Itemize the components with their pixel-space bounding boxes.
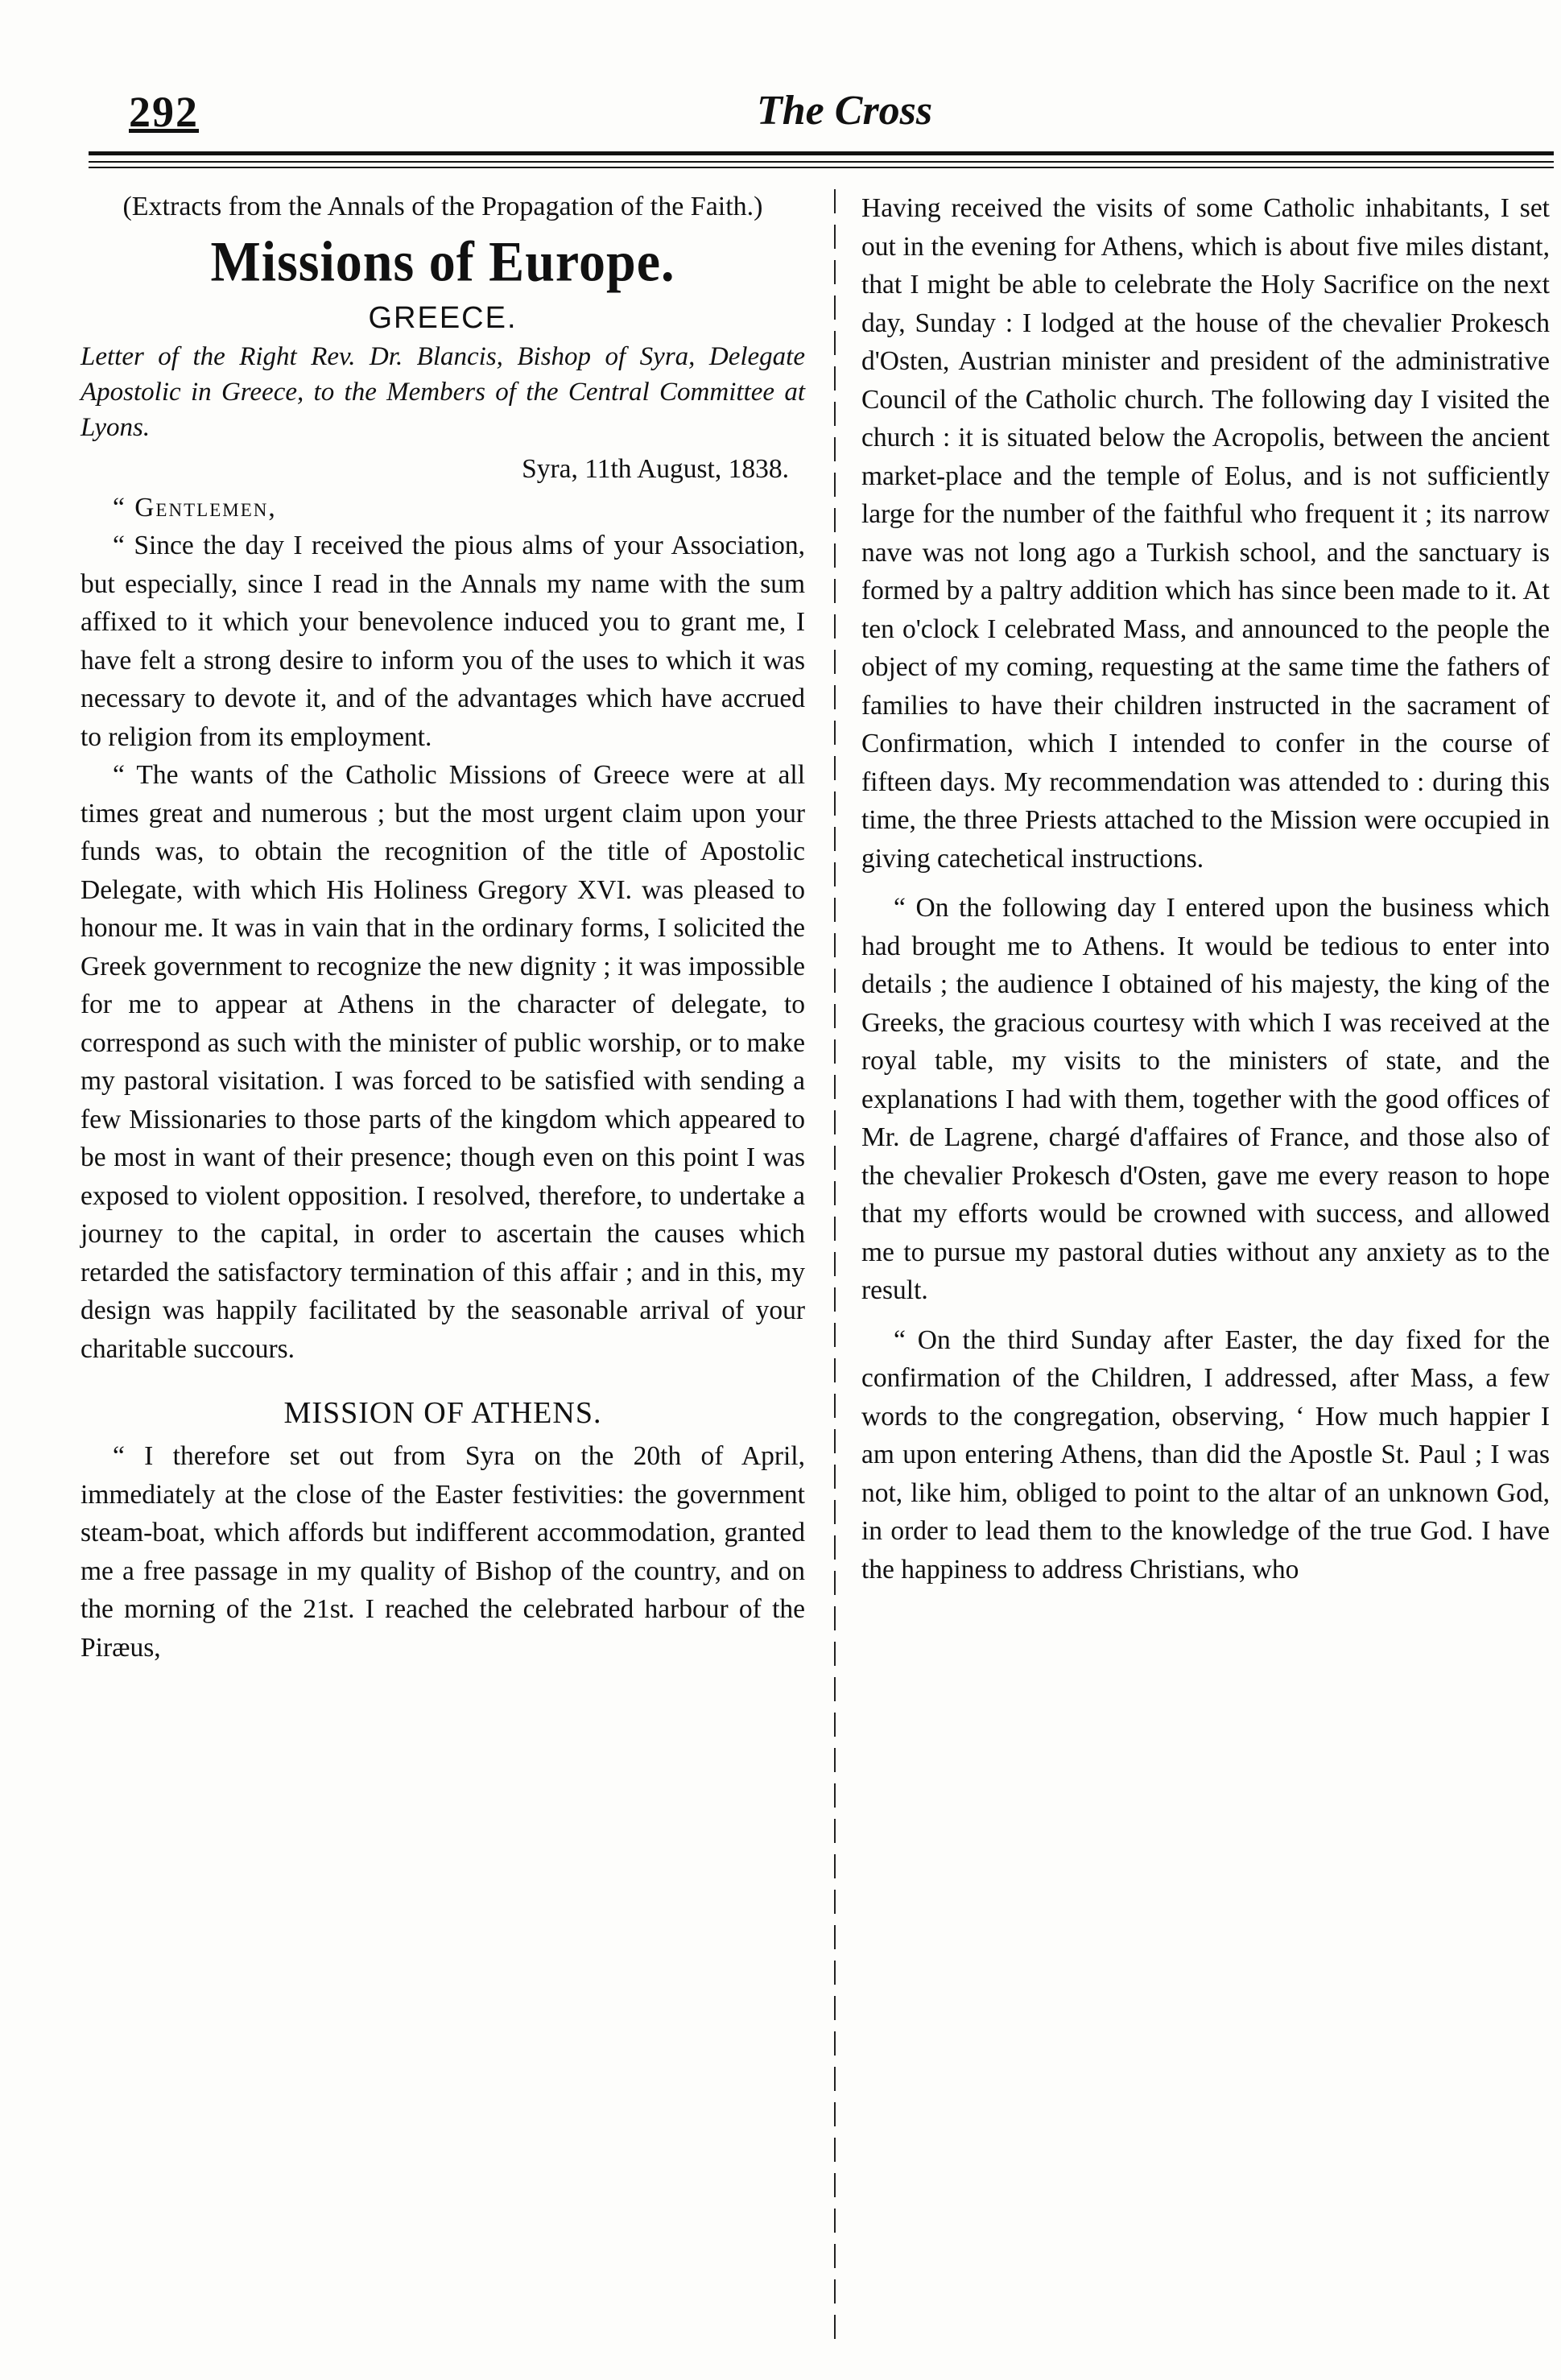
paragraph: “ Since the day I received the pious alms of your Association, but especially, since I read in the Annals my name with the sum affixed to it which your benevolence induced you to grant me, I have felt a strong desire to inform you of the uses to which it was necessary to devote it, and of the advantages which have accrued to religion from its employment. [81, 531, 805, 752]
paragraph: Having received the visits of some Catholic inhabitants, I set out in the evening for Athens, which is about five miles distant, that I might be able to celebrate the Holy Sacrifice on the next day, Sunday : I lodged at the house of the chevalier Prokesch d'Osten, Austrian minister and president of the administrative Council of the Catholic church. The following day I visited the church : it is situated below the Acropolis, between the ancient market-place and the temple of Eolus, and is not sufficiently large for the number of the faithful who frequent it ; its narrow nave was not long ago a Turkish school, and the sanctuary is formed by a paltry addition which has since been made to it. At ten o'clock I celebrated Mass, and announced to the people the object of my coming, requesting at the same time the fathers of families to have their children instructed in the sacrament of Confirmation, which I intended to confer in the course of fifteen days. My recommendation was attended to : during this time, the three Priests attached to the Mission were occupied in giving catechetical instructions. [861, 193, 1550, 874]
running-title: The Cross [757, 88, 933, 134]
letter-heading: Letter of the Right Rev. Dr. Blancis, Bishop of Syra, Delegate Apostolic in Greece, to the Members of the Central Committee at Lyons. [81, 342, 805, 442]
salutation: “ Gentlemen, [113, 492, 277, 523]
paragraph: “ The wants of the Catholic Missions of Greece were at all times great and numerous ; but the most urgent claim upon your funds was, to obtain the recognition of the title of Apostolic Delegate, with which His Holiness Gregory XVI. was pleased to honour me. It was in vain that in the ordinary forms, I solicited the Greek government to recognize the new dignity ; it was impossible for me to appear at Athens in the character of delegate, to correspond as such with the minister of public worship, or to make my pastoral visitation. I was forced to be satisfied with sending a few Missionaries to those parts of the kingdom which appeared to be most in want of their presence; though even on this point I was exposed to violent opposition. I resolved, therefore, to undertake a journey to the capital, in order to ascertain the causes which retarded the satisfactory termination of this affair ; and in this, my design was happily facilitated by the seasonable arrival of your charitable succours. [81, 760, 805, 1364]
paragraph: “ On the third Sunday after Easter, the day fixed for the confirmation of the Children, I addressed, after Mass, a few words to the congregation, observing, ‘ How much happier I am upon entering Athens, than did the Apostle St. Paul ; I was not, like him, obliged to point to the altar of an unknown God, in order to lead them to the knowledge of the true God. I have the happiness to address Christians, who [861, 1324, 1550, 1585]
header-rule [89, 151, 1554, 155]
right-column [861, 189, 1550, 1589]
column-divider [834, 189, 836, 2347]
paragraph: “ On the following day I entered upon the business which had brought me to Athens. It would be tedious to enter into details ; the audience I obtained of his majesty, the king of the Greeks, the gracious courtesy with which I was received at the royal table, my visits to the ministers of state, and the explanations I had with them, together with the good offices of Mr. de Lagrene, chargé d'affaires of France, and those also of the chevalier Prokesch d'Osten, gave me every reason to hope that my efforts would be crowned with success, and allowed me to pursue my pastoral duties without any anxiety as to the result. [861, 893, 1550, 1305]
page-header [89, 87, 1554, 151]
section-title: Missions of Europe. [210, 230, 675, 294]
left-column [81, 189, 805, 1667]
header-rule [89, 161, 1554, 163]
header-rule [89, 167, 1554, 168]
source-note: (Extracts from the Annals of the Propagation of the Faith.) [122, 192, 763, 221]
dateline: Syra, 11th August, 1838. [522, 454, 789, 484]
paragraph: “ I therefore set out from Syra on the 20th of April, immediately at the close of the Easter festivities: the government steam-boat, which affords but indifferent accommodation, granted me a free passage in my quality of Bishop of the country, and on the morning of the 21st. I reached the celebrated harbour of the Piræus, [81, 1441, 805, 1663]
page-number: 292 [129, 88, 199, 136]
subheading: MISSION OF ATHENS. [283, 1396, 602, 1430]
country-heading: GREECE. [368, 301, 518, 335]
